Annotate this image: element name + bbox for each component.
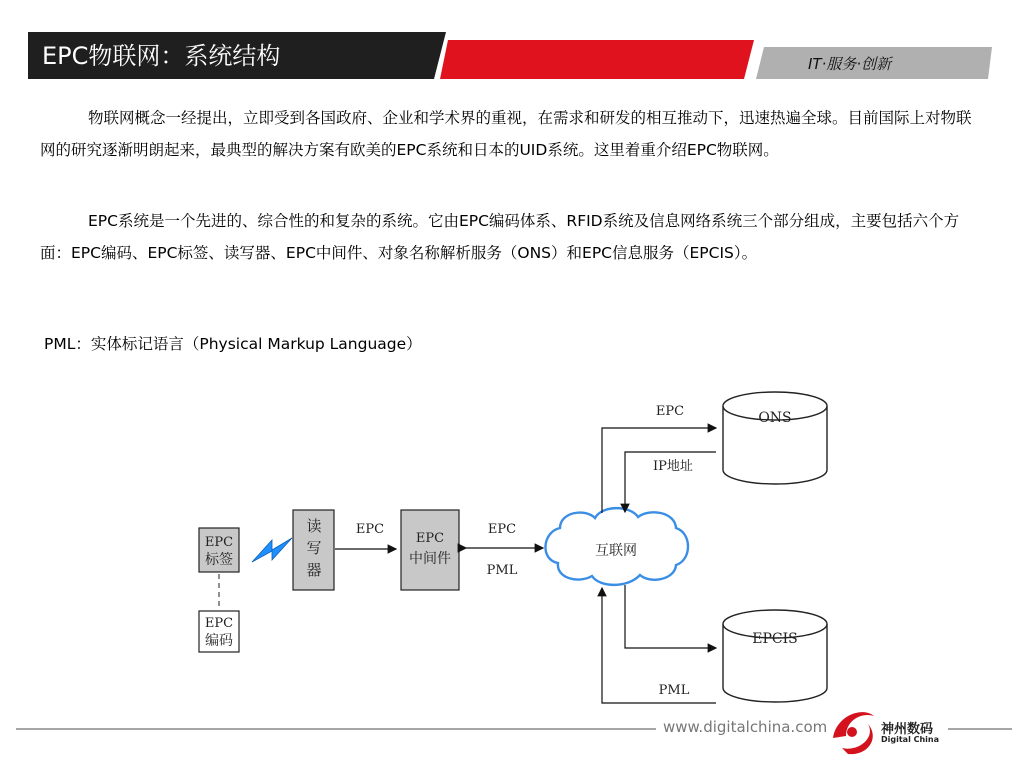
ons-label: ONS <box>758 410 792 426</box>
pml-note: PML：实体标记语言（Physical Markup Language） <box>44 335 422 353</box>
reader-label-line2: 写 <box>306 539 322 557</box>
footer-url: www.digitalchina.com <box>663 718 828 736</box>
epc-code-label-line1: EPC <box>204 616 234 631</box>
internet-to-epcis-arrow <box>625 585 716 648</box>
tagline: IT·服务·创新 <box>808 55 892 73</box>
epc-tag-label-line2: 标签 <box>205 552 233 568</box>
system-paragraph: EPC系统是一个先进的、综合性的和复杂的系统。它由EPC编码体系、RFID系统及信息网络系统三个部分组成，主要包括六个方面：EPC编码、EPC标签、读写器、EPC中间件、对象名称解析服务（ONS）和EPC信息服务（EPCIS）。 <box>40 212 960 262</box>
middleware-label-line2: 中间件 <box>409 551 451 567</box>
brand-name-cn: 神州数码 <box>881 722 934 737</box>
to-epcis-label: PML <box>658 683 690 698</box>
internet-label: 互联网 <box>595 543 637 559</box>
epcis-label: EPCIS <box>752 631 798 647</box>
epc-code-label-line2: 编码 <box>205 633 233 649</box>
intro-paragraph: 物联网概念一经提出，立即受到各国政府、企业和学术界的重视，在需求和研发的相互推动下，迅速热遍全球。目前国际上对物联网的研究逐渐明朗起来，最典型的解决方案有欧美的EPC系统和日本的UID系统。这里着重介绍EPC物联网。 <box>40 109 972 159</box>
wireless-bolt-icon <box>252 538 292 562</box>
page-title: EPC物联网：系统结构 <box>42 42 281 70</box>
brand-name-en: Digital China <box>881 735 940 744</box>
middleware-internet-label-bottom: PML <box>486 563 518 578</box>
reader-label-line1: 读 <box>306 517 322 535</box>
middleware-label-line1: EPC <box>415 531 445 546</box>
ons-database-icon <box>723 392 827 484</box>
to-ons-label: EPC <box>655 404 685 419</box>
middleware-box <box>401 510 459 590</box>
reader-to-middleware-label: EPC <box>355 522 385 537</box>
from-ons-label: IP地址 <box>653 459 693 474</box>
epcis-database-icon <box>723 610 827 702</box>
middleware-internet-label-top: EPC <box>487 522 517 537</box>
digital-china-logo-icon <box>833 712 874 754</box>
reader-label-line3: 器 <box>306 561 322 579</box>
epc-tag-label-line1: EPC <box>204 535 234 550</box>
